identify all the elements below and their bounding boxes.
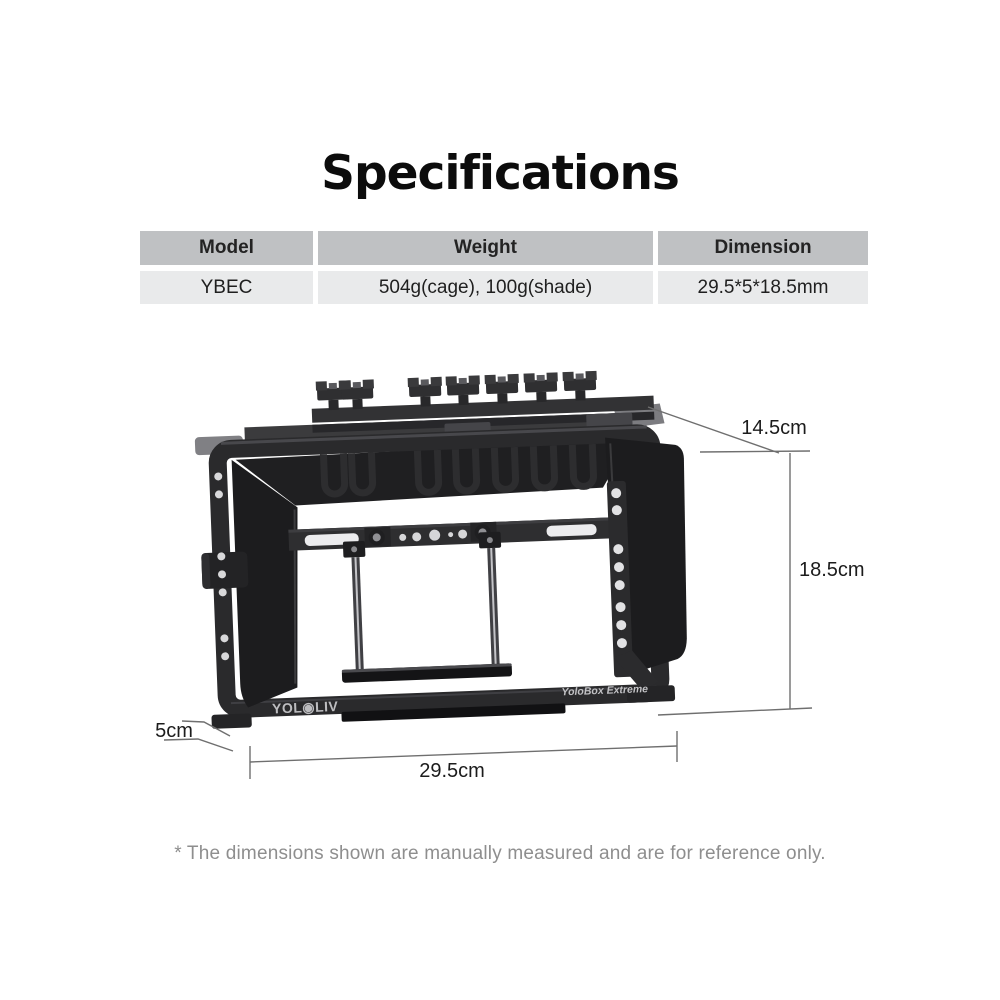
stand-bracket	[337, 531, 512, 682]
table-header-model: Model	[140, 231, 313, 265]
table-cell-dimension: 29.5*5*18.5mm	[658, 271, 868, 304]
shade-lock-tab-edge	[201, 553, 210, 589]
page-title: Specifications	[321, 146, 679, 201]
table-header-dimension: Dimension	[658, 231, 868, 265]
height-extension-line-bottom	[658, 708, 812, 715]
dimension-width-label: 29.5cm	[419, 760, 485, 782]
cage-illustration	[193, 368, 694, 729]
table-cell-model: YBEC	[140, 271, 313, 304]
middle-crossbar	[288, 517, 611, 550]
bottom-left-foot	[211, 713, 252, 729]
table-header-weight: Weight	[318, 231, 653, 265]
depth-extension-line-2	[700, 451, 810, 452]
dimension-depth-label: 14.5cm	[741, 417, 807, 439]
model-label-text: YoloBox Extreme	[561, 683, 649, 699]
brand-logo-text: YOL◉LIV	[271, 698, 339, 717]
dimension-height-label: 18.5cm	[799, 559, 865, 581]
table-cell-weight: 504g(cage), 100g(shade)	[318, 271, 653, 304]
dimension-bottom-depth-label: 5cm	[155, 720, 193, 742]
footnote: * The dimensions shown are manually measured and are for reference only.	[174, 843, 826, 864]
